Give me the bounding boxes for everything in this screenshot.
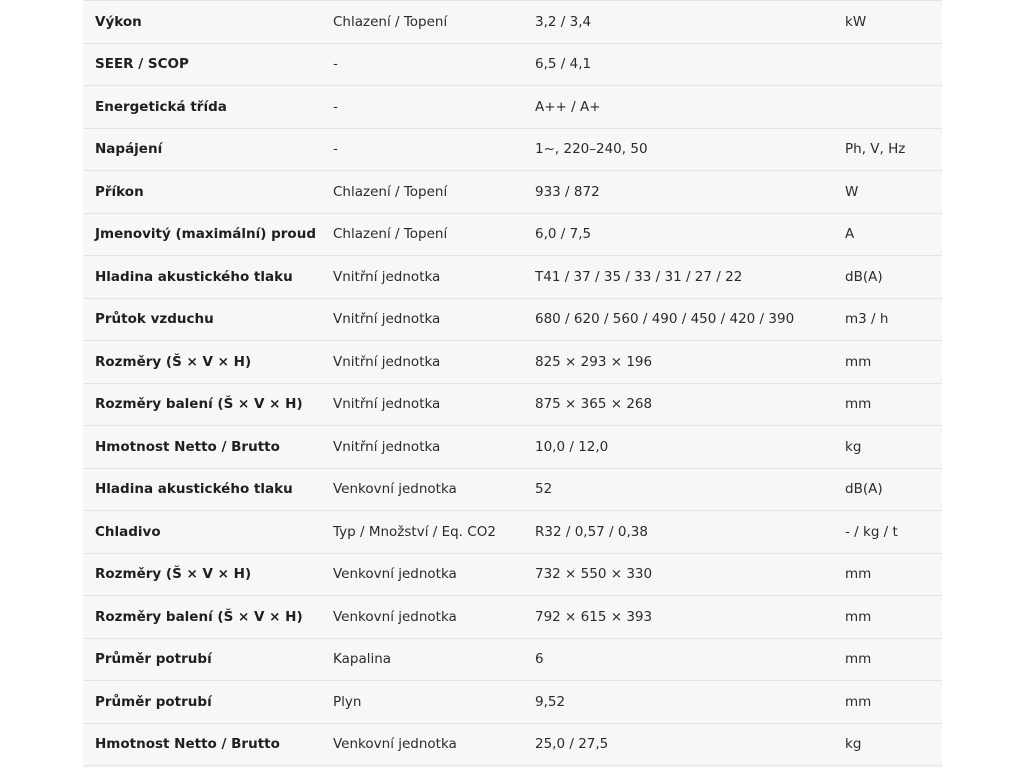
- unit-cell: A: [845, 226, 855, 243]
- table-row: [83, 426, 942, 469]
- unit-cell: mm: [845, 608, 872, 625]
- value-cell: A++ / A+: [535, 98, 601, 115]
- value-cell: 9,52: [535, 693, 566, 710]
- unit-cell: [833, 86, 942, 129]
- condition-cell: Venkovní jednotka: [333, 736, 457, 753]
- unit-cell: mm: [845, 353, 872, 370]
- value-cell: R32 / 0,57 / 0,38: [535, 523, 648, 540]
- unit-cell: m3 / h: [845, 311, 889, 328]
- value-cell: 52: [535, 481, 553, 498]
- unit-cell: kg: [845, 438, 862, 455]
- table-row: [83, 86, 942, 129]
- param-name-cell: SEER / SCOP: [95, 56, 189, 73]
- table-row: [83, 171, 942, 214]
- unit-cell: mm: [845, 396, 872, 413]
- value-cell: 25,0 / 27,5: [535, 736, 609, 753]
- param-name-cell: Napájení: [95, 141, 163, 158]
- spec-table-body: [83, 1, 942, 766]
- unit-cell: kW: [845, 13, 867, 30]
- value-cell: 10,0 / 12,0: [535, 438, 609, 455]
- table-row: [83, 298, 942, 341]
- param-name-cell: Příkon: [95, 183, 144, 200]
- unit-cell: - / kg / t: [845, 523, 898, 540]
- value-cell: 680 / 620 / 560 / 490 / 450 / 420 / 390: [535, 311, 795, 328]
- condition-cell: Venkovní jednotka: [333, 608, 457, 625]
- unit-cell: dB(A): [845, 268, 883, 285]
- param-name-cell: Energetická třída: [95, 98, 227, 115]
- condition-cell: Vnitřní jednotka: [333, 311, 441, 328]
- param-name-cell: Rozměry balení (Š × V × H): [95, 396, 303, 413]
- param-name-cell: Rozměry (Š × V × H): [95, 566, 252, 583]
- condition-cell: Venkovní jednotka: [333, 481, 457, 498]
- unit-cell: kg: [845, 736, 862, 753]
- condition-cell: Plyn: [333, 693, 362, 710]
- condition-cell: Kapalina: [333, 651, 392, 668]
- unit-cell: mm: [845, 693, 872, 710]
- param-name-cell: Průměr potrubí: [95, 693, 212, 710]
- param-name-cell: Jmenovitý (maximální) proud: [95, 226, 316, 243]
- condition-cell: Vnitřní jednotka: [333, 438, 441, 455]
- table-row: [83, 553, 942, 596]
- value-cell: 875 × 365 × 268: [535, 396, 653, 413]
- unit-cell: Ph, V, Hz: [845, 141, 906, 158]
- value-cell: 6: [535, 651, 544, 668]
- unit-cell: dB(A): [845, 481, 883, 498]
- value-cell: T41 / 37 / 35 / 33 / 31 / 27 / 22: [535, 268, 743, 285]
- value-cell: 792 × 615 × 393: [535, 608, 653, 625]
- condition-cell: Venkovní jednotka: [333, 566, 457, 583]
- value-cell: 933 / 872: [535, 183, 600, 200]
- param-name-cell: Výkon: [95, 13, 142, 30]
- param-name-cell: Hmotnost Netto / Brutto: [95, 736, 280, 753]
- table-row: [83, 681, 942, 724]
- param-name-cell: Průtok vzduchu: [95, 311, 214, 328]
- table-row: [83, 638, 942, 681]
- condition-cell: Vnitřní jednotka: [333, 268, 441, 285]
- param-name-cell: Rozměry balení (Š × V × H): [95, 608, 303, 625]
- unit-cell: mm: [845, 651, 872, 668]
- param-name-cell: Hladina akustického tlaku: [95, 268, 293, 285]
- value-cell: 1~, 220–240, 50: [535, 141, 648, 158]
- value-cell: 6,5 / 4,1: [535, 56, 592, 73]
- param-name-cell: Hmotnost Netto / Brutto: [95, 438, 280, 455]
- value-cell: 825 × 293 × 196: [535, 353, 653, 370]
- condition-cell: -: [333, 56, 338, 73]
- value-cell: 6,0 / 7,5: [535, 226, 592, 243]
- table-row: [83, 213, 942, 256]
- spec-table: [83, 0, 942, 766]
- table-row: [83, 383, 942, 426]
- condition-cell: -: [333, 98, 338, 115]
- table-row: [83, 596, 942, 639]
- table-row: [83, 468, 942, 511]
- table-row: [83, 256, 942, 299]
- param-name-cell: Chladivo: [95, 523, 161, 540]
- table-row: [83, 128, 942, 171]
- condition-cell: Chlazení / Topení: [333, 183, 448, 200]
- condition-cell: Chlazení / Topení: [333, 13, 448, 30]
- condition-cell: Vnitřní jednotka: [333, 396, 441, 413]
- unit-cell: [833, 43, 942, 86]
- param-name-cell: Rozměry (Š × V × H): [95, 353, 252, 370]
- value-cell: 732 × 550 × 330: [535, 566, 653, 583]
- param-name-cell: Hladina akustického tlaku: [95, 481, 293, 498]
- condition-cell: Vnitřní jednotka: [333, 353, 441, 370]
- table-row: [83, 341, 942, 384]
- param-name-cell: Průměr potrubí: [95, 651, 212, 668]
- unit-cell: mm: [845, 566, 872, 583]
- condition-cell: Typ / Množství / Eq. CO2: [333, 523, 496, 540]
- table-row: [83, 43, 942, 86]
- value-cell: 3,2 / 3,4: [535, 13, 592, 30]
- table-row: [83, 1, 942, 44]
- table-row: [83, 723, 942, 766]
- unit-cell: W: [845, 183, 859, 200]
- condition-cell: Chlazení / Topení: [333, 226, 448, 243]
- spec-table-container: [83, 0, 942, 768]
- condition-cell: -: [333, 141, 338, 158]
- table-row: [83, 511, 942, 554]
